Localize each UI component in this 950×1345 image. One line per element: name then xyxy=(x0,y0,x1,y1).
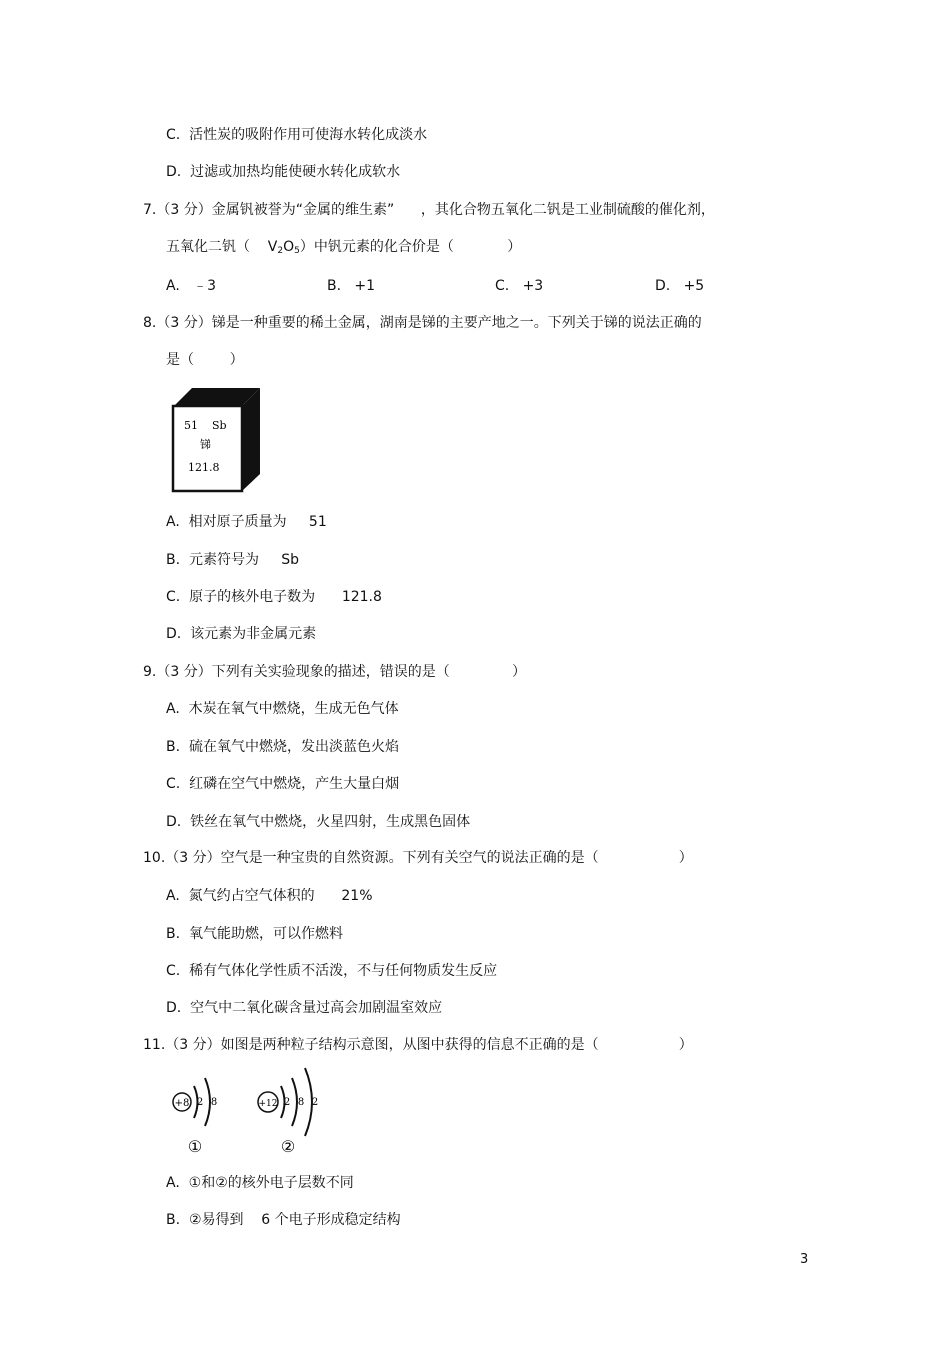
option-9c: C. 红磷在空气中燃烧，产生大量白烟 xyxy=(166,776,400,792)
option-7b: B. +1 xyxy=(327,278,376,294)
element-atomic-number: 51 xyxy=(184,419,198,432)
particle-2-shell-3: 2 xyxy=(311,1097,319,1108)
particle-structure-figure xyxy=(165,1064,335,1160)
particle-2-shell-2: 8 xyxy=(297,1097,305,1108)
option-10b: B. 氧气能助燃，可以作燃料 xyxy=(166,926,343,942)
option-8b: B. 元素符号为 Sb xyxy=(166,552,299,568)
particle-1-nucleus: +8 xyxy=(174,1098,190,1109)
question-8-line-2: 是（ ） xyxy=(166,352,244,368)
particle-1-label: ① xyxy=(187,1137,203,1156)
option-6c: C. 活性炭的吸附作用可使海水转化成淡水 xyxy=(166,127,428,143)
option-8a: A. 相对原子质量为 51 xyxy=(166,514,327,530)
element-name: 锑 xyxy=(200,438,211,451)
question-11: 11.（3 分）如图是两种粒子结构示意图，从图中获得的信息不正确的是（ ） xyxy=(143,1037,693,1053)
particle-2-nucleus: +12 xyxy=(258,1099,278,1109)
option-11b: B. ②易得到 6 个电子形成稳定结构 xyxy=(166,1212,401,1228)
option-6d: D. 过滤或加热均能使硬水转化成软水 xyxy=(166,164,401,180)
question-7-line-1: 7.（3 分）金属钒被誉为“金属的维生素” ，其化合物五氧化二钒是工业制硫酸的催化剂， xyxy=(143,202,715,218)
option-11a: A. ①和②的核外电子层数不同 xyxy=(166,1175,354,1191)
particle-1-shell-1: 2 xyxy=(196,1097,204,1108)
option-10d: D. 空气中二氧化碳含量过高会加剧温室效应 xyxy=(166,1000,443,1016)
option-9b: B. 硫在氧气中燃烧，发出淡蓝色火焰 xyxy=(166,739,399,755)
option-7a: A. ﹣3 xyxy=(166,278,217,294)
option-10c: C. 稀有气体化学性质不活泼，不与任何物质发生反应 xyxy=(166,963,498,979)
option-8d: D. 该元素为非金属元素 xyxy=(166,626,317,642)
element-mass: 121.8 xyxy=(188,461,220,474)
particle-2-label: ② xyxy=(280,1137,296,1156)
question-9: 9.（3 分）下列有关实验现象的描述，错误的是（ ） xyxy=(143,664,527,680)
option-9d: D. 铁丝在氧气中燃烧，火星四射，生成黑色固体 xyxy=(166,814,471,830)
page-number: 3 xyxy=(800,1252,809,1267)
element-card-figure xyxy=(168,386,268,496)
option-8c: C. 原子的核外电子数为 121.8 xyxy=(166,589,382,605)
option-9a: A. 木炭在氧气中燃烧，生成无色气体 xyxy=(166,701,399,717)
particle-2-shell-1: 2 xyxy=(283,1097,291,1108)
option-7d: D. +5 xyxy=(655,278,705,294)
option-10a: A. 氮气约占空气体积的 21% xyxy=(166,888,373,904)
question-7-line-2: 五氧化二钒（ $V_2O_5$）中钒元素的化合价是（ ） xyxy=(166,239,522,256)
option-7c: C. +3 xyxy=(495,278,544,294)
question-8-line-1: 8.（3 分）锑是一种重要的稀土金属，湖南是锑的主要产地之一。下列关于锑的说法正确的 xyxy=(143,315,702,331)
particle-1-shell-2: 8 xyxy=(210,1097,218,1108)
question-10: 10.（3 分）空气是一种宝贵的自然资源。下列有关空气的说法正确的是（ ） xyxy=(143,850,693,866)
element-symbol: Sb xyxy=(212,419,227,432)
